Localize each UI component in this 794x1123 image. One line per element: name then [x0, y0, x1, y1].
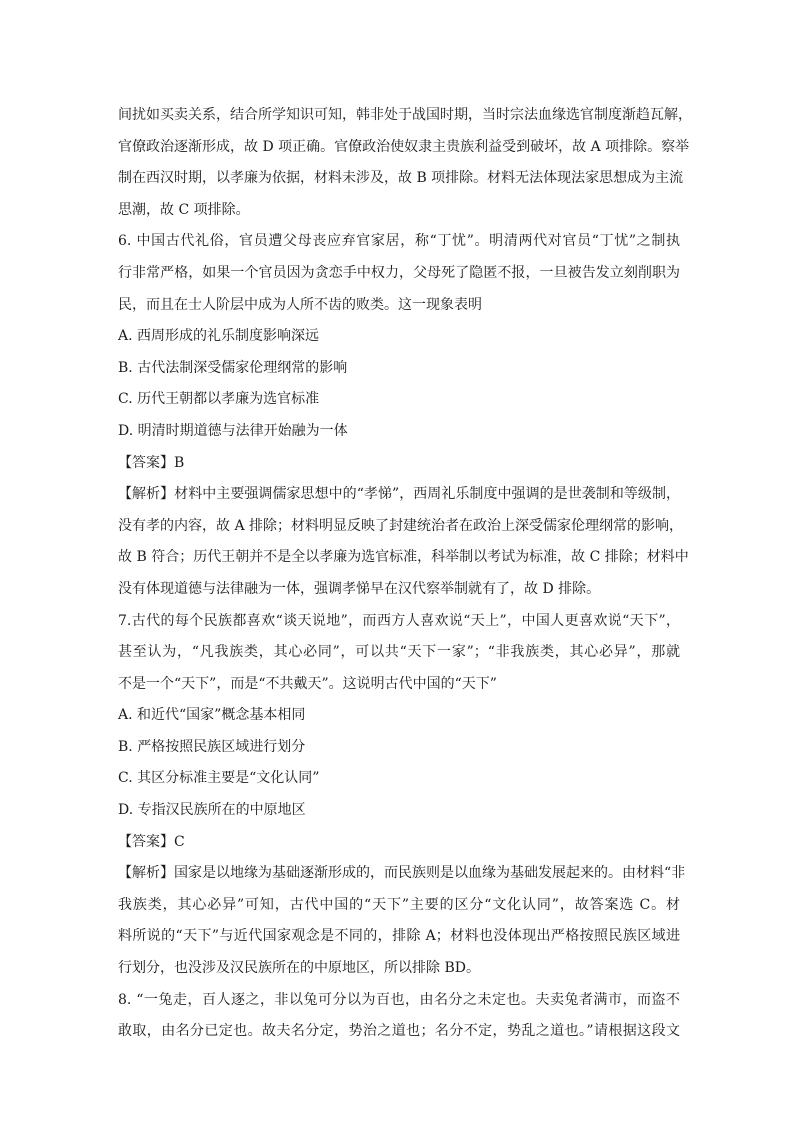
option-b: B. 严格按照民族区域进行划分	[118, 738, 306, 755]
option-d: D. 专指汉民族所在的中原地区	[118, 802, 306, 819]
analysis-line: 没有孝的内容，故 A 排除；材料明显反映了封建统治者在政治上深受儒家伦理纲常的影响，	[118, 517, 684, 534]
option-b: B. 古代法制深受儒家伦理纲常的影响	[118, 359, 348, 376]
analysis-line: 我族类，其心必异”可知，古代中国的“天下”主要的区分“文化认同”，故答案选 C。材	[118, 896, 680, 913]
question-stem-line: 行非常严格，如果一个官员因为贪恋手中权力，父母死了隐匿不报，一旦被告发立刻削职为	[118, 264, 680, 281]
answer-line: 【答案】C	[118, 833, 185, 850]
text-line: 制在西汉时期，以孝廉为依据，材料未涉及，故 B 项排除。材料无法体现法家思想成为主流	[118, 170, 684, 187]
question-stem-line: 6. 中国古代礼俗，官员遭父母丧应弃官家居，称“丁忧”。明清两代对官员“丁忧”之制执	[118, 233, 680, 250]
analysis-line: 行划分，也没涉及汉民族所在的中原地区，所以排除 BD。	[118, 960, 480, 977]
prev-analysis-block	[118, 100, 692, 226]
option-a: A. 西周形成的礼乐制度影响深远	[118, 328, 320, 345]
question-6	[118, 226, 689, 605]
question-7	[118, 606, 686, 985]
text-line: 间扰如买卖关系，结合所学知识可知，韩非处于战国时期，当时宗法血缘选官制度渐趋瓦解，	[118, 107, 692, 123]
analysis-line: 【解析】国家是以地缘为基础逐渐形成的，而民族则是以血缘为基础发展起来的。由材料“非	[118, 865, 686, 882]
question-stem-line: 敢取，由名分已定也。故夫名分定，势治之道也；名分不定，势乱之道也。”请根据这段文	[118, 1023, 680, 1040]
option-d: D. 明清时期道德与法律开始融为一体	[118, 422, 348, 439]
option-c: C. 历代王朝都以孝廉为选官标准	[118, 391, 320, 408]
option-a: A. 和近代“国家”概念基本相同	[118, 707, 306, 724]
option-c: C. 其区分标准主要是“文化认同”	[118, 770, 320, 787]
question-stem-line: 不是一个“天下”，而是“不共戴天”。这说明古代中国的“天下”	[118, 675, 497, 692]
analysis-line: 料所说的“天下”与近代国家观念是不同的，排除 A；材料也没体现出严格按照民族区域进	[118, 928, 680, 945]
analysis-line: 没有体现道德与法律融为一体，强调孝悌早在汉代察举制就有了，故 D 排除。	[118, 580, 601, 597]
text-line: 官僚政治逐渐形成，故 D 项正确。官僚政治使奴隶主贵族利益受到破坏，故 A 项排除。察举	[118, 138, 690, 155]
question-stem-line: 7.古代的每个民族都喜欢“谈天说地”，而西方人喜欢说“天上”，中国人更喜欢说“天下”，	[118, 612, 680, 629]
question-stem-line: 8. “一兔走，百人逐之，非以兔可分以为百也，由名分之未定也。夫卖兔者满市，而盗不	[118, 991, 680, 1008]
analysis-line: 【解析】材料中主要强调儒家思想中的“孝悌”，西周礼乐制度中强调的是世袭制和等级制，	[118, 486, 680, 503]
question-stem-line: 民，而且在士人阶层中成为人所不齿的败类。这一现象表明	[118, 296, 482, 313]
document-body	[118, 100, 692, 1048]
answer-line: 【答案】B	[118, 454, 185, 471]
question-8	[118, 985, 680, 1048]
analysis-line: 故 B 符合；历代王朝并不是全以孝廉为选官标准，科举制以考试为标准，故 C 排除；材料中	[118, 549, 689, 566]
text-line: 思潮，故 C 项排除。	[118, 201, 250, 218]
question-stem-line: 甚至认为，“凡我族类，其心必同”，可以共“天下一家”；“非我族类，其心必异”，那就	[118, 644, 680, 661]
